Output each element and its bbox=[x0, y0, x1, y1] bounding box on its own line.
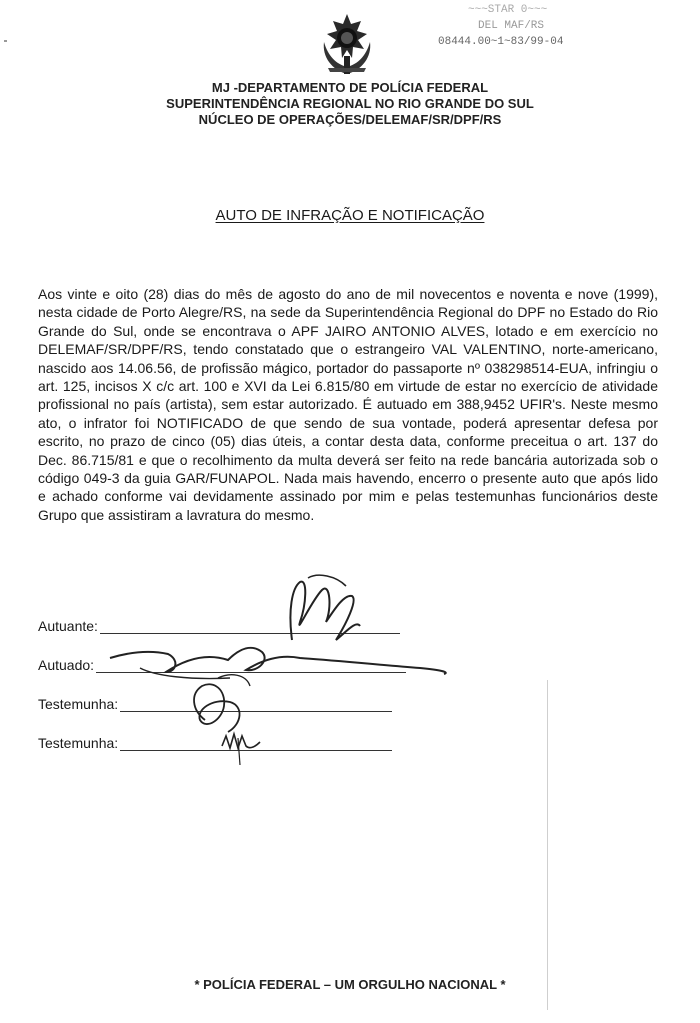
signature-row-testemunha-2 bbox=[38, 735, 392, 751]
body-paragraph: Aos vinte e oito (28) dias do mês de agosto do ano de mil novecentos e noventa e nove (1999), nesta cidade de Porto Alegre/RS, na sede da Superintendência Regional do DPF no Estado do Rio Grande do Sul, onde se encontrava o APF JAIRO ANTONIO ALVES, lotado e em exercício no DELEMAF/SR/DPF/RS, tendo constatado que o estrangeiro VAL VALENTINO, norte-americano, nascido aos 14.06.56, de profissão mágico, portador do passaporte nº 038298514-EUA, infringiu o art. 125, incisos X c/c art. 100 e XVI da Lei 6.815/80 em virtude de estar no exercício de atividade profissional no país (artista), sem estar autorizado. É autuado em 388,9452 UFIR's. Neste mesmo ato, o infrator foi NOTIFICADO de que sendo de sua vontade, poderá apresentar defesa por escrito, no prazo de cinco (05) dias úteis, a contar desta data, conforme preceitua o art. 137 do Dec. 86.715/81 e que o recolhimento da multa deverá ser feito na rede bancária autorizada sob o código 049-3 da guia GAR/FUNAPOL. Nada mais havendo, encerro o presente auto que após lido e achado conforme vai devidamente assinado por mim e pelas testemunhas funcionários deste Grupo que assistiram a lavratura do mesmo. bbox=[38, 286, 658, 523]
autuante-signature-line bbox=[100, 632, 400, 634]
document-title-text: AUTO DE INFRAÇÃO E NOTIFICAÇÃO bbox=[215, 207, 485, 224]
document-title bbox=[0, 207, 700, 224]
stamp-line-3: 08444.00~1~83/99-04 bbox=[438, 36, 564, 48]
header-line-1: MJ -DEPARTAMENTO DE POLÍCIA FEDERAL bbox=[211, 80, 489, 95]
autuante-label: Autuante: bbox=[38, 618, 98, 634]
testemunha-1-label: Testemunha: bbox=[38, 696, 119, 712]
autuado-signature-line bbox=[96, 671, 406, 673]
stamp-line-2: DEL MAF/RS bbox=[478, 20, 545, 32]
stamp-line-1: ~~~STAR 0~~~ bbox=[468, 4, 548, 16]
scan-crease-line bbox=[547, 680, 548, 1010]
autuado-label: Autuado: bbox=[38, 657, 95, 673]
protocol-stamp bbox=[438, 2, 618, 50]
scan-speck bbox=[4, 40, 7, 42]
signature-row-autuante bbox=[38, 618, 400, 634]
header-line-2: SUPERINTENDÊNCIA REGIONAL NO RIO GRANDE DO SUL bbox=[166, 96, 534, 111]
footer-motto: * POLÍCIA FEDERAL – UM ORGULHO NACIONAL * bbox=[194, 977, 506, 992]
testemunha-2-signature-line bbox=[120, 749, 392, 751]
institution-header bbox=[0, 80, 700, 128]
signature-row-autuado bbox=[38, 657, 406, 673]
signature-row-testemunha-1 bbox=[38, 696, 392, 712]
coat-of-arms-icon bbox=[314, 12, 380, 78]
testemunha-1-signature-line bbox=[120, 710, 392, 712]
header-line-3: NÚCLEO DE OPERAÇÕES/DELEMAF/SR/DPF/RS bbox=[198, 112, 502, 127]
testemunha-2-label: Testemunha: bbox=[38, 735, 119, 751]
handwritten-signatures bbox=[0, 560, 700, 790]
